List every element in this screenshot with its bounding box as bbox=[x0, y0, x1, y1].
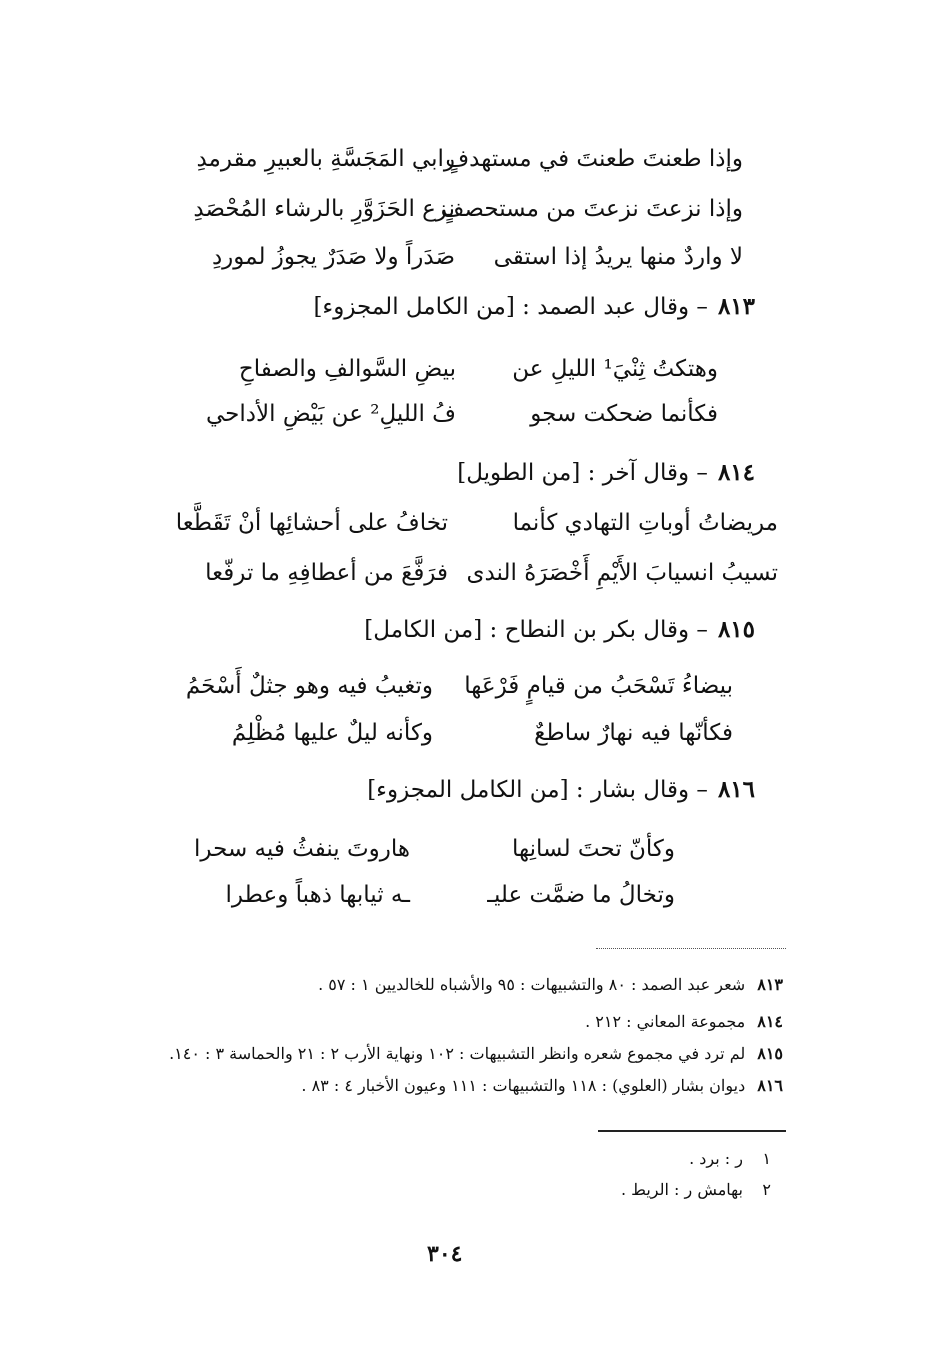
poem-number: ٨١٦ bbox=[717, 776, 755, 803]
verse-first-hemistich: بيضاءُ تَسْحَبُ من قيامٍ فَرْعَها bbox=[464, 673, 733, 699]
source-note-text: مجموعة المعاني : ٢١٢ . bbox=[585, 1012, 746, 1031]
verse-second-hemistich: ـه ثيابها ذهباً وعطرا bbox=[225, 882, 410, 908]
verse-line bbox=[168, 713, 733, 753]
source-note-text: ديوان بشار (العلوي) : ١١٨ والتشبيهات : ١١١ وعيون الأخبار ٤ : ٨٣ . bbox=[301, 1076, 746, 1095]
verse-second-hemistich: وتغيبُ فيه وهو جثلٌ أَسْحَمُ bbox=[185, 673, 433, 699]
source-note-number: ٨١٥ bbox=[757, 1044, 783, 1063]
verse-first-hemistich: تسيبُ انسيابَ الأَيْمِ أَخْصَرَهُ الندى bbox=[466, 560, 778, 586]
source-note bbox=[318, 971, 783, 999]
source-note-number: ٨١٤ bbox=[757, 1012, 783, 1031]
footnote-number: ١ bbox=[762, 1149, 771, 1168]
source-note bbox=[301, 1072, 783, 1100]
verse-first-hemistich: لا واردٌ منها يريدُ إذا استقى bbox=[493, 244, 743, 270]
verse-line bbox=[128, 503, 778, 543]
verse-second-hemistich: رابي المَجَسَّةِ بالعبيرِ مقرمدِ bbox=[196, 146, 455, 172]
poem-heading bbox=[313, 287, 755, 327]
source-note-text: شعر عبد الصمد : ٨٠ والتشبيهات : ٩٥ والأشباه للخالديين ١ : ٥٧ . bbox=[318, 975, 746, 994]
poem-heading-text: – وقال بكر بن النطاح : [من الكامل] bbox=[364, 617, 708, 643]
footnote bbox=[689, 1145, 771, 1173]
verse-line bbox=[128, 553, 778, 593]
footnote-text: بهامش ر : الريط . bbox=[620, 1180, 743, 1199]
poem-heading bbox=[364, 610, 755, 650]
verse-first-hemistich: وتخالُ ما ضمَّت عليـ bbox=[487, 882, 675, 908]
footnote-text: ر : برد . bbox=[689, 1149, 743, 1168]
poem-number: ٨١٣ bbox=[717, 293, 755, 320]
verse-line bbox=[206, 394, 718, 434]
footnote-separator-dotted bbox=[596, 948, 786, 949]
footnote-number: ٢ bbox=[762, 1180, 771, 1199]
verse-second-hemistich: نزع الحَزَوَّرِ بالرشاء المُحْصَدِ bbox=[193, 196, 455, 222]
verse-second-hemistich: صَدَراً ولا صَدَرٌ يجوزُ لموردِ bbox=[211, 244, 455, 270]
source-note-number: ٨١٣ bbox=[757, 975, 783, 994]
verse-second-hemistich: فرَفَّعَ من أعطافِهِ ما ترفّعا bbox=[205, 560, 448, 586]
verse-line bbox=[194, 829, 675, 869]
verse-first-hemistich: مريضاتُ أوباتِ التهادي كأنما bbox=[512, 510, 778, 536]
verse-first-hemistich: فكأنما ضحكت سجو bbox=[530, 401, 718, 427]
verse-line bbox=[223, 349, 718, 389]
poem-number: ٨١٥ bbox=[717, 616, 755, 643]
verse-first-hemistich: وإذا طعنتَ طعنتَ في مستهدفٍ bbox=[445, 146, 743, 172]
source-note-text: لم ترد في مجموع شعره وانظر التشبيهات : ١٠٢ ونهاية الأرب ٢ : ٢١ والحماسة ٣ : ١٤٠. bbox=[169, 1044, 746, 1063]
verse-first-hemistich: وإذا نزعتَ نزعتَ من مستحصفٍ bbox=[440, 196, 743, 222]
verse-line bbox=[168, 666, 733, 706]
verse-first-hemistich: وكأنّ تحتَ لسانِها bbox=[512, 836, 675, 862]
footnote bbox=[621, 1176, 771, 1204]
verse-line bbox=[196, 139, 743, 179]
footnote-separator bbox=[598, 1130, 786, 1132]
source-note-number: ٨١٦ bbox=[757, 1076, 783, 1095]
verse-line bbox=[193, 189, 743, 229]
poem-heading-text: – وقال عبد الصمد : [من الكامل المجزوء] bbox=[313, 294, 708, 320]
poem-heading bbox=[367, 770, 755, 810]
poem-heading bbox=[457, 453, 755, 493]
verse-line bbox=[225, 875, 675, 915]
verse-second-hemistich: هاروتَ ينفثُ فيه سحرا bbox=[194, 836, 410, 862]
poem-number: ٨١٤ bbox=[717, 459, 755, 486]
poem-heading-text: – وقال آخر : [من الطويل] bbox=[457, 460, 708, 486]
verse-second-hemistich: بيضِ السَّوالفِ والصفاحِ bbox=[238, 356, 456, 382]
verse-second-hemistich: وكأنه ليلٌ عليها مُظْلِمُ bbox=[231, 720, 433, 746]
source-note bbox=[169, 1040, 783, 1068]
verse-line bbox=[200, 237, 743, 277]
source-note bbox=[585, 1008, 783, 1036]
verse-second-hemistich: فُ الليلِ² عن بَيْضِ الأداحي bbox=[206, 401, 456, 427]
poem-heading-text: – وقال بشار : [من الكامل المجزوء] bbox=[367, 777, 708, 803]
verse-first-hemistich: فكأنّها فيه نهارٌ ساطعٌ bbox=[534, 720, 733, 746]
verse-second-hemistich: تخافُ على أحشائِها أنْ تَقَطَّعا bbox=[175, 510, 448, 536]
verse-first-hemistich: وهتكتُ ثِنْيَ¹ الليلِ عن bbox=[512, 356, 718, 382]
page-number: ٣٠٤ bbox=[427, 1241, 463, 1267]
